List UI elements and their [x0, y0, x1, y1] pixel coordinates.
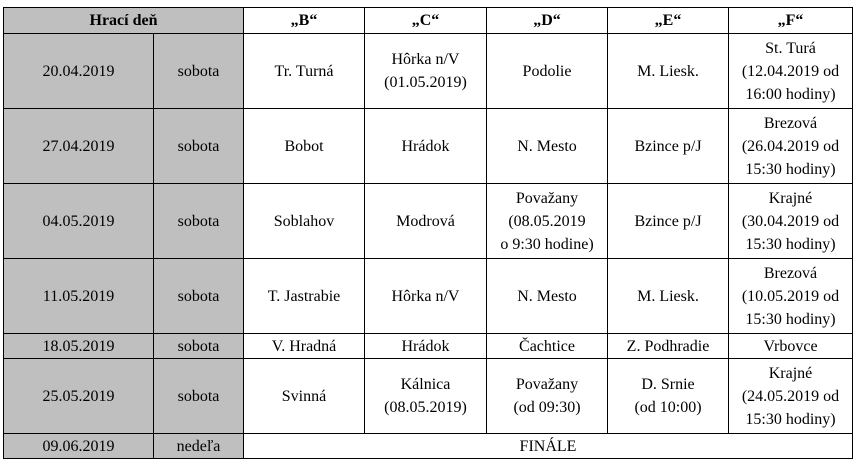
venue-cell-c	[365, 259, 487, 334]
venue-text: (08.05.2019)	[384, 399, 467, 416]
table-row	[4, 259, 853, 334]
venue-cell-f	[729, 34, 853, 109]
venue-text: 15:30 hodiny)	[745, 410, 836, 428]
venue-text: (od 10:00)	[634, 399, 702, 416]
header-day: Hrací deň	[4, 8, 244, 34]
venue-text: (od 09:30)	[513, 399, 581, 416]
venue-text: V. Hradná	[271, 337, 337, 355]
venue-text: Tr. Turná	[274, 62, 334, 80]
venue-text: Modrová	[396, 212, 455, 230]
venue-cell-c	[365, 109, 487, 184]
venue-cell-b	[244, 184, 365, 259]
venue-text: T. Jastrabie	[267, 287, 341, 305]
venue-cell-e	[608, 109, 729, 184]
date-cell: 18.05.2019	[4, 334, 154, 359]
weekday-cell: sobota	[154, 184, 244, 259]
header-col-f: „F“	[729, 8, 853, 34]
venue-text: Krajné	[768, 189, 813, 207]
venue-text: (01.05.2019)	[384, 74, 467, 91]
venue-cell-c	[365, 359, 487, 434]
weekday-cell: sobota	[154, 109, 244, 184]
venue-text: o 9:30 hodine)	[500, 235, 594, 253]
venue-text: 15:30 hodiny)	[745, 310, 836, 328]
venue-text: N. Mesto	[517, 287, 577, 305]
date-cell: 20.04.2019	[4, 34, 154, 109]
venue-cell-d	[487, 334, 608, 359]
header-col-c: „C“	[365, 8, 487, 34]
weekday-cell: sobota	[154, 359, 244, 434]
venue-cell-f	[729, 109, 853, 184]
venue-text: 16:00 hodiny)	[745, 85, 836, 103]
venue-cell-f	[729, 359, 853, 434]
date-cell: 11.05.2019	[4, 259, 154, 334]
header-col-b: „B“	[244, 8, 365, 34]
venue-text: Bzince p/J	[634, 137, 702, 155]
venue-text: Brezová	[763, 114, 818, 132]
weekday-cell: sobota	[154, 259, 244, 334]
venue-cell-b	[244, 34, 365, 109]
venue-text: Bzince p/J	[634, 212, 702, 230]
venue-text: Vrbovce	[763, 337, 818, 355]
venue-cell-f	[729, 259, 853, 334]
venue-text: Z. Podhradie	[626, 337, 710, 355]
venue-text: (10.05.2019 od	[741, 287, 840, 305]
venue-text: St. Turá	[765, 39, 816, 57]
table-row	[4, 334, 853, 359]
venue-text: D. Srnie	[641, 376, 695, 393]
header-col-d: „D“	[487, 8, 608, 34]
venue-text: 15:30 hodiny)	[745, 235, 836, 253]
date-cell: 25.05.2019	[4, 359, 154, 434]
venue-cell-c	[365, 184, 487, 259]
venue-cell-f	[729, 184, 853, 259]
venue-text: Považany	[515, 189, 579, 207]
venue-text: Hrádok	[401, 337, 450, 355]
venue-cell-b	[244, 109, 365, 184]
venue-text: Soblahov	[273, 212, 335, 230]
venue-cell-d	[487, 109, 608, 184]
venue-text: Hôrka n/V	[391, 287, 460, 305]
venue-cell-d	[487, 359, 608, 434]
venue-cell-e	[608, 334, 729, 359]
venue-text: Bobot	[284, 137, 324, 155]
weekday-cell: nedeľa	[154, 434, 244, 459]
venue-text: 15:30 hodiny)	[745, 160, 836, 178]
venue-text: Hrádok	[401, 137, 450, 155]
venue-cell-c	[365, 34, 487, 109]
venue-cell-e	[608, 259, 729, 334]
table-row	[4, 184, 853, 259]
venue-cell-e	[608, 34, 729, 109]
venue-cell-d	[487, 259, 608, 334]
venue-text: (08.05.2019	[508, 212, 586, 230]
final-label: FINÁLE	[244, 434, 853, 459]
venue-text: N. Mesto	[517, 137, 577, 155]
schedule-table	[3, 7, 853, 459]
venue-text: Čachtice	[519, 337, 575, 355]
venue-cell-d	[487, 184, 608, 259]
weekday-cell: sobota	[154, 34, 244, 109]
schedule-body	[4, 34, 853, 459]
venue-cell-c	[365, 334, 487, 359]
venue-text: Brezová	[763, 264, 818, 282]
table-row	[4, 34, 853, 109]
venue-text: Krajné	[768, 364, 813, 382]
venue-cell-e	[608, 184, 729, 259]
venue-text: (12.04.2019 od	[741, 62, 840, 80]
venue-cell-b	[244, 259, 365, 334]
table-row	[4, 359, 853, 434]
venue-cell-b	[244, 334, 365, 359]
venue-text: Podolie	[522, 62, 572, 80]
venue-text: (26.04.2019 od	[741, 137, 840, 155]
header-col-e: „E“	[608, 8, 729, 34]
venue-text: Hôrka n/V	[391, 51, 460, 68]
date-cell: 27.04.2019	[4, 109, 154, 184]
venue-text: (24.05.2019 od	[741, 387, 840, 405]
venue-text: (30.04.2019 od	[741, 212, 840, 230]
venue-cell-f	[729, 334, 853, 359]
date-cell: 04.05.2019	[4, 184, 154, 259]
venue-cell-e	[608, 359, 729, 434]
final-row	[4, 434, 853, 459]
venue-cell-d	[487, 34, 608, 109]
venue-text: M. Liesk.	[637, 62, 699, 80]
venue-text: Považany	[515, 376, 579, 393]
header-row	[4, 8, 853, 34]
date-cell: 09.06.2019	[4, 434, 154, 459]
venue-text: Kálnica	[400, 376, 451, 393]
venue-text: M. Liesk.	[637, 287, 699, 305]
venue-text: Svinná	[281, 387, 327, 405]
table-row	[4, 109, 853, 184]
weekday-cell: sobota	[154, 334, 244, 359]
venue-cell-b	[244, 359, 365, 434]
